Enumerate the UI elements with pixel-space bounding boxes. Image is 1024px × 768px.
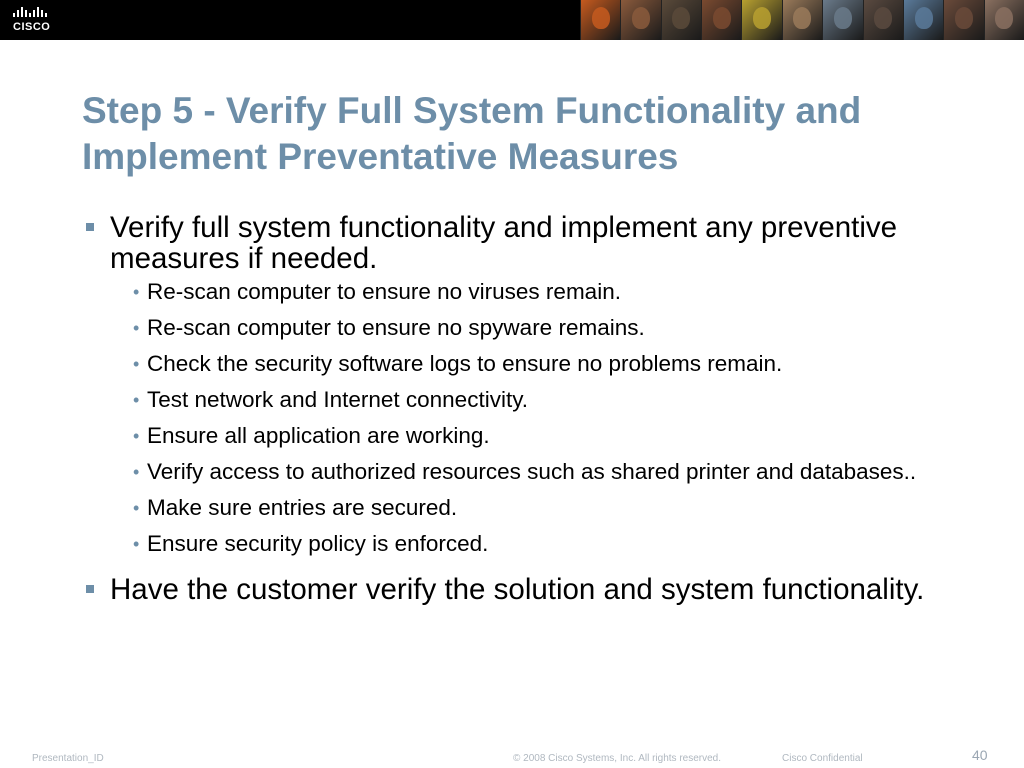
photo-subject xyxy=(632,7,650,29)
sub-bullet-item xyxy=(84,496,954,520)
slide-title xyxy=(82,88,982,180)
photo-subject xyxy=(672,7,690,29)
photo-subject xyxy=(915,7,933,29)
photo-subject xyxy=(713,7,731,29)
photo-man-cap xyxy=(984,0,1024,40)
slide-content xyxy=(84,212,954,605)
header-photo-strip xyxy=(580,0,1024,40)
page-number: 40 xyxy=(972,747,988,763)
sub-bullet-item xyxy=(84,280,954,304)
slide-title-line-2: Implement Preventative Measures xyxy=(82,136,679,177)
photo-woman-smiling xyxy=(620,0,660,40)
dot-bullet-icon: • xyxy=(133,498,140,518)
footer-presentation-id: Presentation_ID xyxy=(32,753,104,764)
cisco-logo-text: CISCO xyxy=(13,21,51,33)
dot-bullet-icon: • xyxy=(133,318,140,338)
sub-bullet-text: Re-scan computer to ensure no viruses remain. xyxy=(147,279,621,304)
dot-bullet-icon: • xyxy=(133,462,140,482)
cisco-logo xyxy=(12,6,60,34)
dot-bullet-icon: • xyxy=(133,390,140,410)
photo-subject xyxy=(955,7,973,29)
photo-woman-portrait xyxy=(782,0,822,40)
dot-bullet-icon: • xyxy=(133,354,140,374)
sub-bullet-text: Ensure all application are working. xyxy=(147,423,490,448)
sub-bullet-item xyxy=(84,532,954,556)
photo-blue-abstract xyxy=(903,0,943,40)
dot-bullet-icon: • xyxy=(133,534,140,554)
photo-subject xyxy=(592,7,610,29)
photo-subject xyxy=(995,7,1013,29)
photo-man-portrait xyxy=(701,0,741,40)
dot-bullet-icon: • xyxy=(133,426,140,446)
sub-bullet-text: Ensure security policy is enforced. xyxy=(147,531,489,556)
square-bullet-icon xyxy=(86,223,94,231)
photo-subject xyxy=(874,7,892,29)
square-bullet-icon xyxy=(86,585,94,593)
cisco-bridge-icon xyxy=(12,6,56,18)
footer-copyright: © 2008 Cisco Systems, Inc. All rights reserved. xyxy=(513,753,722,764)
photo-city-skyline xyxy=(822,0,862,40)
footer-confidential: Cisco Confidential xyxy=(782,753,863,764)
bullet-item xyxy=(84,212,954,274)
bullet-text: Verify full system functionality and implement any preventive measures if needed. xyxy=(110,211,898,275)
photo-autumn-leaves xyxy=(580,0,620,40)
photo-woman-laptop xyxy=(863,0,903,40)
bullet-text: Have the customer verify the solution and system functionality. xyxy=(110,573,925,606)
bullet-item xyxy=(84,574,954,605)
slide-title-line-1: Step 5 - Verify Full System Functionality and xyxy=(82,90,862,131)
sub-bullet-item xyxy=(84,388,954,412)
sub-bullet-list xyxy=(84,280,954,556)
sub-bullet-text: Test network and Internet connectivity. xyxy=(147,387,529,412)
dot-bullet-icon: • xyxy=(133,282,140,302)
sub-bullet-text: Check the security software logs to ensure no problems remain. xyxy=(147,351,783,376)
sub-bullet-item xyxy=(84,460,954,484)
sub-bullet-text: Re-scan computer to ensure no spyware remains. xyxy=(147,315,645,340)
photo-man-smiling xyxy=(943,0,983,40)
sub-bullet-item xyxy=(84,352,954,376)
photo-subject xyxy=(834,7,852,29)
sub-bullet-text: Verify access to authorized resources such as shared printer and databases.. xyxy=(147,459,917,484)
photo-man-headset xyxy=(661,0,701,40)
sub-bullet-item xyxy=(84,424,954,448)
photo-subject xyxy=(753,7,771,29)
photo-circuit-yellow xyxy=(741,0,781,40)
header-bar xyxy=(0,0,1024,40)
sub-bullet-item xyxy=(84,316,954,340)
photo-subject xyxy=(793,7,811,29)
sub-bullet-text: Make sure entries are secured. xyxy=(147,495,458,520)
